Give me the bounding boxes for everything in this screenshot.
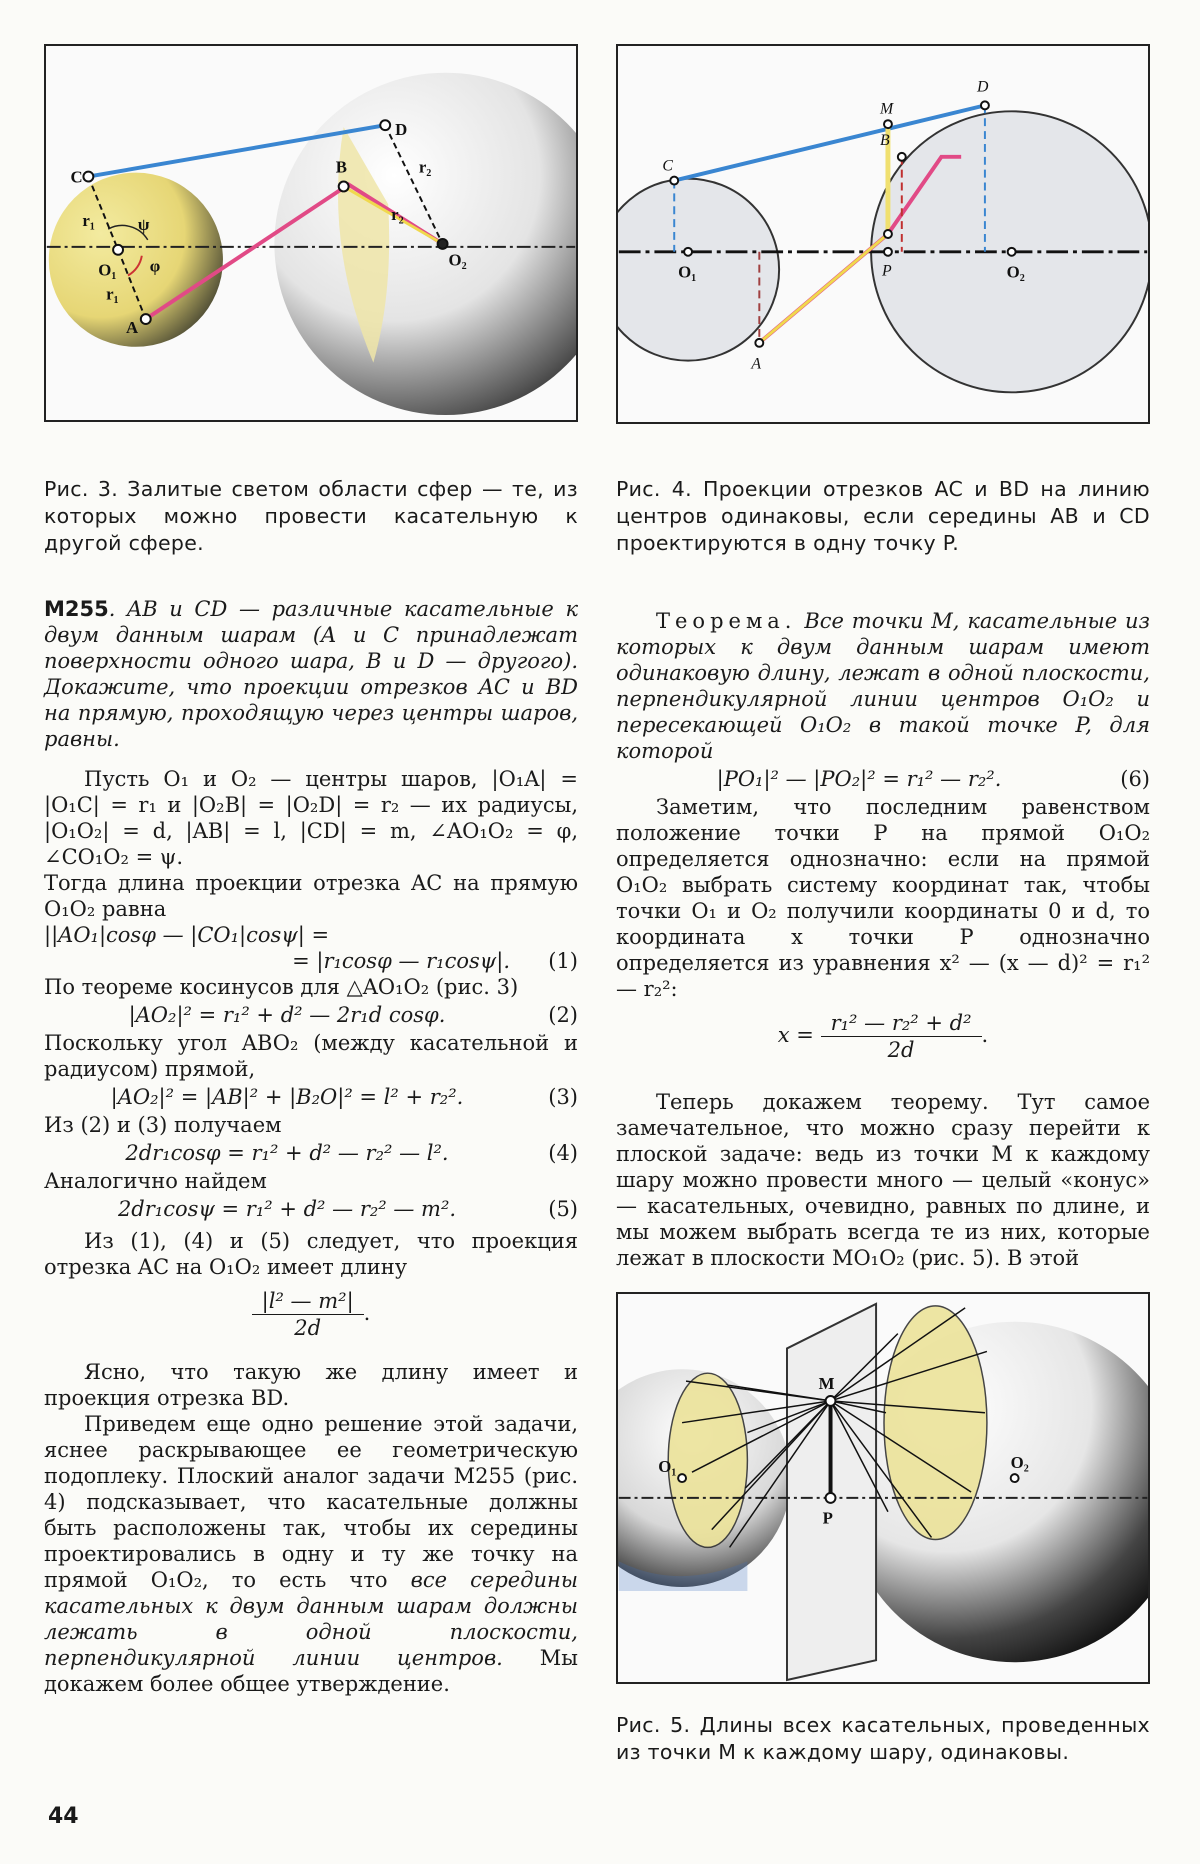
point-M	[884, 120, 892, 128]
equation-4: 2dr₁cosφ = r₁² + d² — r₂² — l². (4)	[125, 1141, 578, 1165]
figure-5	[616, 1292, 1150, 1684]
point-P	[826, 1493, 836, 1503]
label-D: D	[395, 120, 408, 140]
point-C	[83, 172, 93, 182]
paragraph-r1: Заметим, что последним равенством положение точки P на прямой O₁O₂ определяется однозначно: если на прямой O₁O₂ выбрать систему координат так, чтобы точки O₁ и O₂ получили координаты 0 и d, то координата x точки P однозначно определяется из уравнения x² — (x — d)² = r₁² — r₂²:	[616, 795, 1150, 1001]
figure-3-drawing	[46, 46, 576, 420]
right-column	[616, 608, 1150, 1271]
label-C: C	[662, 157, 673, 175]
paragraph-5: Из (2) и (3) получаем	[44, 1113, 282, 1137]
point-P	[884, 248, 892, 256]
label-r1-upper: r₁	[82, 211, 95, 231]
label-O2: O₂	[448, 250, 467, 270]
point-A	[755, 339, 763, 347]
label-P: P	[882, 262, 892, 280]
label-P: P	[822, 1508, 833, 1528]
right-tangent-disc	[884, 1306, 987, 1540]
label-A: A	[751, 355, 762, 373]
point-C	[670, 177, 678, 185]
point-O2	[1008, 248, 1016, 256]
label-O2: O₂	[1010, 1453, 1029, 1473]
paragraph-r2: Теперь докажем теорему. Тут самое замечательное, что можно сразу перейти к плоской задаче: ведь из точки M к каждому шару можно провести много — целый «конус» — касательных, очевидно, равных по длине, и мы можем выбрать всегда те из них, которые лежат в плоскости MO₁O₂ (рис. 5). В этой	[616, 1090, 1150, 1270]
caption-fig-3: Рис. 3. Залитые светом области сфер — те, из которых можно провести касательную к другой сфере.	[44, 477, 578, 555]
equation-3: |AO₂|² = |AB|² + |B₂O|² = l² + r₂². (3)	[110, 1085, 578, 1109]
paragraph-9: Приведем еще одно решение этой задачи, яснее раскрывающее ее геометрическую подоплеку. Плоский аналог задачи М255 (рис. 4) подсказывает, что касательные должны быть расположены так, чтобы их середины проектировались в одну и ту же точку на прямой O₁O₂, то есть что все середины касательных к двум данным шарам должны лежать в одной плоскости, перпендикулярной линии центров. Мы докажем более общее утверждение.	[44, 1412, 578, 1696]
label-C: C	[70, 167, 83, 187]
figure-4-drawing	[618, 46, 1148, 422]
length-fraction: $\frac{\text{|l² — m²|}}{2d}$ .	[44, 1288, 578, 1341]
paragraph-3: По теореме косинусов для △AO₁O₂ (рис. 3)	[44, 975, 519, 999]
label-r2-upper: r₂	[418, 157, 432, 177]
fraction-numerator: |l² — m²|	[252, 1288, 364, 1315]
label-O1: O₁	[658, 1457, 677, 1477]
paragraph-1: Пусть O₁ и O₂ — центры шаров, |O₁A| = |O₁C| = r₁ и |O₂B| = |O₂D| = r₂ — их радиусы, |O₁O₂| = d, |AB| = l, |CD| = m, ∠AO₁O₂ = φ, ∠CO₁O₂ = ψ.	[44, 767, 578, 869]
equation-2: |AO₂|² = r₁² + d² — 2r₁d cosφ. (2)	[128, 1003, 578, 1027]
equation-6: |PO₁|² — |PO₂|² = r₁² — r₂². (6)	[716, 767, 1150, 791]
label-D: D	[977, 78, 989, 96]
problem-text: . AB и CD — различные касательные к двум данным шарам (A и C принадлежат поверхности одного шара, B и D — другого). Докажите, что проекции отрезков AC и BD на прямую, проходящую через центры шаров, равны.	[44, 597, 578, 751]
label-B: B	[335, 157, 347, 177]
paragraph-7: Из (1), (4) и (5) следует, что проекция отрезка AC на O₁O₂ имеет длину	[44, 1229, 578, 1279]
figure-3	[44, 44, 578, 422]
label-A: A	[125, 317, 139, 337]
point-D	[981, 101, 989, 109]
equation-5: 2dr₁cosψ = r₁² + d² — r₂² — m². (5)	[117, 1197, 578, 1221]
large-sphere	[274, 73, 576, 415]
point-O2	[438, 239, 448, 249]
x-lhs: x =	[777, 1023, 814, 1047]
paragraph-4: Поскольку угол ABO₂ (между касательной и радиусом) прямой,	[44, 1031, 578, 1081]
left-tangent-disc	[668, 1373, 747, 1547]
x-numerator: r₁² — r₂² + d²	[821, 1010, 982, 1037]
point-A	[141, 314, 151, 324]
theorem-word: Теорема.	[656, 609, 797, 633]
caption-fig-4: Рис. 4. Проекции отрезков AC и BD на линию центров одинаковы, если середины AB и CD проектируются в одну точку P.	[616, 477, 1150, 555]
label-O1: O₁	[98, 260, 117, 280]
point-P-upper	[884, 230, 892, 238]
equation-1b: = |r₁cosφ — r₁cosψ|. (1)	[292, 949, 578, 973]
point-O1	[678, 1474, 686, 1482]
label-M: M	[880, 100, 894, 118]
point-B	[339, 182, 349, 192]
point-D	[380, 120, 390, 130]
equation-1a: ||AO₁|cosφ — |CO₁|cosψ| =	[44, 923, 330, 947]
label-B: B	[880, 131, 890, 149]
caption-fig-5: Рис. 5. Длины всех касательных, проведенных из точки M к каждому шару, одинаковы.	[616, 1713, 1150, 1764]
point-O1	[684, 248, 692, 256]
point-O2	[1011, 1474, 1019, 1482]
label-r2-lower: r₂	[391, 205, 404, 225]
problem-statement	[44, 596, 578, 752]
page-number: 44	[48, 1804, 79, 1829]
small-circle	[618, 179, 779, 361]
fraction-denominator: 2d	[294, 1316, 322, 1340]
label-O2: O₂	[1006, 262, 1025, 282]
problem-label: М255	[44, 597, 109, 621]
paragraph-2: Тогда длина проекции отрезка AC на прямую O₁O₂ равна	[44, 871, 578, 921]
paragraph-6: Аналогично найдем	[44, 1169, 267, 1193]
label-r1-lower: r₁	[106, 284, 119, 304]
x-denominator: 2d	[887, 1038, 915, 1062]
figure-5-drawing	[618, 1294, 1148, 1682]
label-O1: O₁	[678, 262, 697, 282]
theorem	[616, 608, 1150, 764]
left-column	[44, 596, 578, 1697]
point-B	[898, 153, 906, 161]
point-M	[826, 1396, 836, 1406]
theorem-text: Все точки M, касательные из которых к двум данным шарам имеют одинаковую длину, лежат в одной плоскости, перпендикулярной линии центров O₁O₂ и пересекающей O₁O₂ в такой точке P, для которой	[616, 609, 1150, 763]
x-formula: x = $\frac{\text{r₁² — r₂² + d²}}{2d}$ .	[777, 1011, 989, 1062]
paragraph-8: Ясно, что такую же длину имеет и проекция отрезка BD.	[44, 1360, 578, 1410]
label-psi: ψ	[137, 215, 150, 235]
figure-4	[616, 44, 1150, 424]
label-M: M	[818, 1374, 835, 1394]
label-phi: φ	[149, 256, 161, 276]
point-O1	[113, 245, 123, 255]
